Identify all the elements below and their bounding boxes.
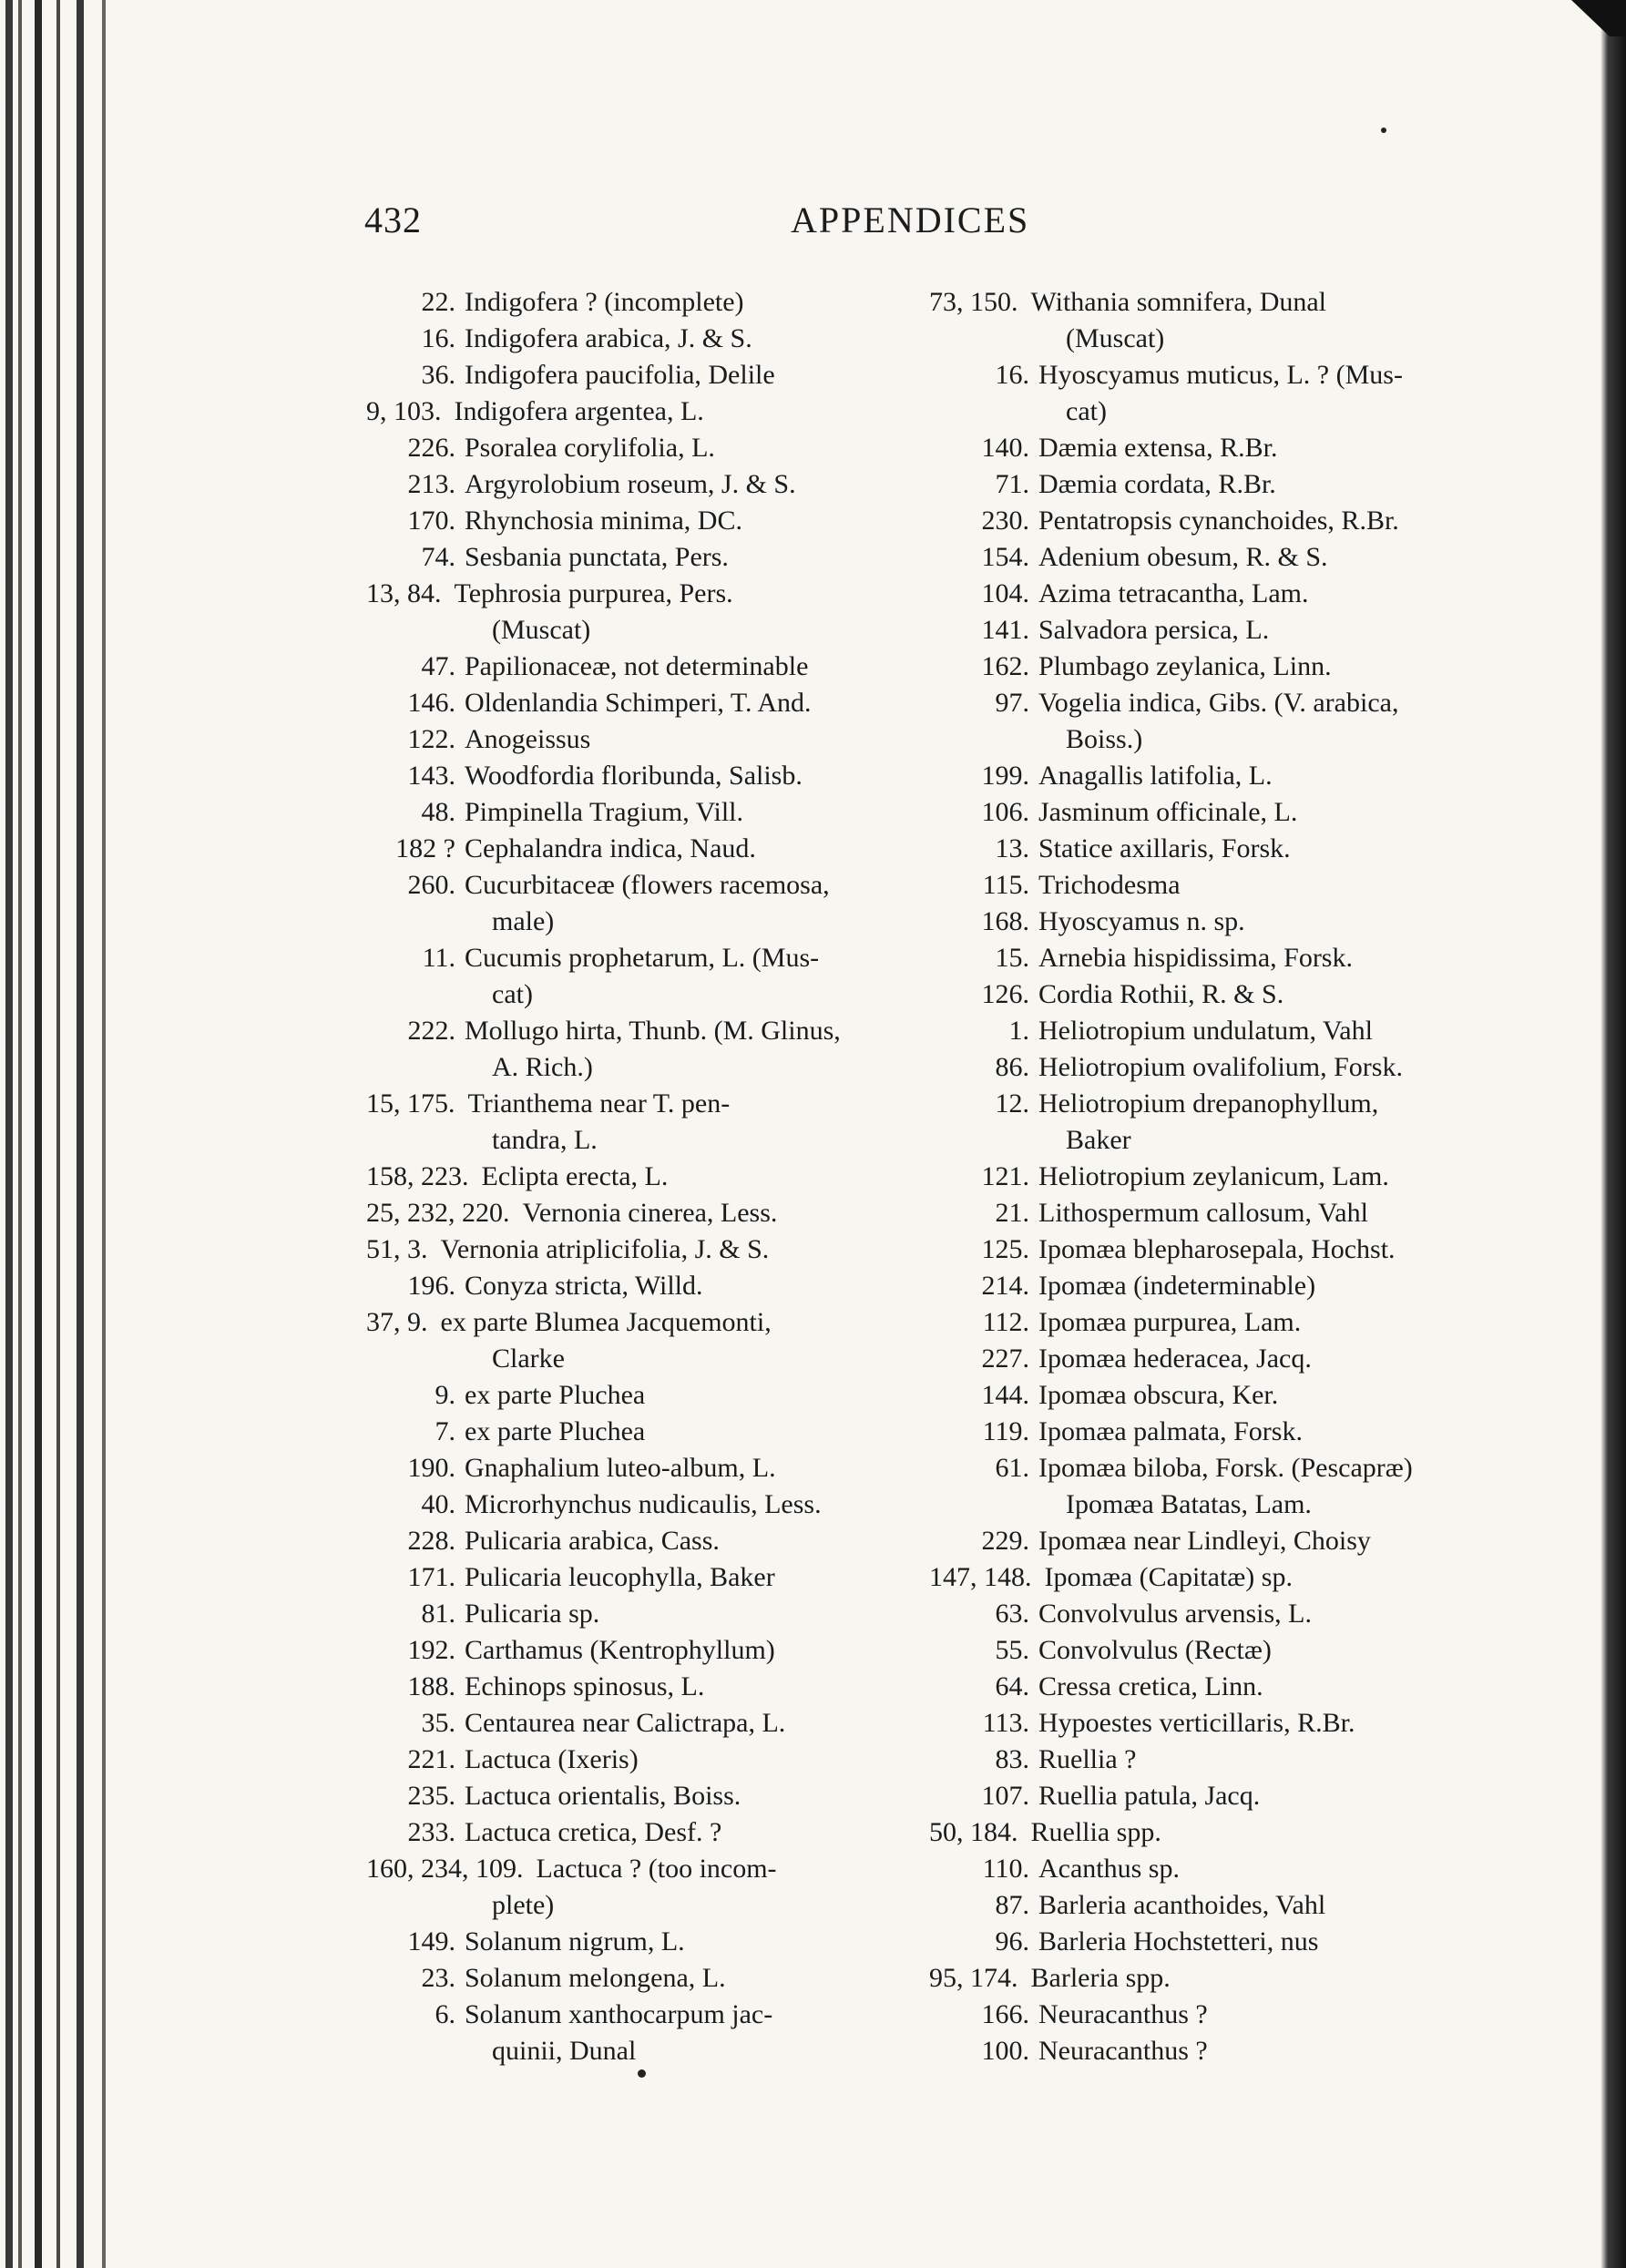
list-item	[366, 1086, 899, 1159]
running-head: APPENDICES	[791, 199, 1030, 240]
species-name: Ruellia spp.	[1030, 1817, 1161, 1847]
species-name: Pentatropsis cynanchoides, R.Br.	[1038, 506, 1399, 536]
list-item	[366, 1742, 899, 1778]
species-name: Ipomæa obscura, Ker.	[1038, 1380, 1279, 1410]
specimen-number: 192.	[407, 1635, 455, 1665]
species-name: Neuracanthus ?	[1038, 1999, 1208, 2029]
specimen-number: 81.	[421, 1599, 455, 1629]
species-name: Oldenlandia Schimperi, T. And.	[465, 688, 812, 718]
species-name: Ruellia patula, Jacq.	[1038, 1781, 1261, 1811]
species-name: Vogelia indica, Gibs. (V. arabica,	[1038, 688, 1399, 718]
specimen-number: 112.	[982, 1307, 1029, 1337]
species-name: Hyoscyamus n. sp.	[1038, 906, 1245, 936]
species-name: Heliotropium ovalifolium, Forsk.	[1038, 1052, 1403, 1082]
list-item	[929, 1341, 1439, 1377]
species-name: Solanum melongena, L.	[465, 1963, 726, 1993]
list-item	[366, 1523, 899, 1559]
list-item	[366, 1669, 899, 1705]
specimen-number: 146.	[407, 688, 455, 718]
specimen-number: 35.	[421, 1708, 455, 1738]
species-name: Argyrolobium roseum, J. & S.	[465, 469, 796, 499]
list-item	[366, 1450, 899, 1486]
specimen-number: 48.	[421, 797, 455, 827]
species-name: Barleria Hochstetteri, nus	[1038, 1926, 1319, 1956]
specimen-number: 6.	[435, 1999, 455, 2029]
species-name: ex parte Pluchea	[465, 1380, 646, 1410]
specimen-number: 87.	[995, 1890, 1029, 1920]
specimen-number: 96.	[995, 1926, 1029, 1956]
specimen-number: 107.	[981, 1781, 1029, 1811]
list-item	[366, 466, 899, 503]
species-name: Pulicaria sp.	[465, 1599, 600, 1629]
page-edge-shadow	[1600, 0, 1626, 2268]
list-item	[366, 1851, 899, 1924]
specimen-number: 23.	[421, 1963, 455, 1993]
list-item	[366, 1960, 899, 1997]
list-item	[929, 1377, 1439, 1414]
specimen-number: 113.	[982, 1708, 1029, 1738]
list-item	[366, 284, 899, 321]
specimen-number: 213.	[407, 469, 455, 499]
specimen-number: 126.	[981, 979, 1029, 1009]
specimen-number: 11.	[422, 943, 455, 973]
specimen-number: 188.	[407, 1671, 455, 1701]
species-name: Ipomæa blepharosepala, Hochst.	[1038, 1234, 1396, 1264]
list-item	[366, 539, 899, 576]
species-name: Ipomæa purpurea, Lam.	[1038, 1307, 1302, 1337]
species-name: Arnebia hispidissima, Forsk.	[1038, 943, 1353, 973]
species-name: Hypoestes verticillaris, R.Br.	[1038, 1708, 1355, 1738]
specimen-number: 196.	[407, 1271, 455, 1301]
species-name-continuation: Boiss.)	[1066, 724, 1143, 754]
species-name: Microrhynchus nudicaulis, Less.	[465, 1489, 822, 1519]
species-name: Ipomæa biloba, Forsk. (Pescapræ)	[1038, 1453, 1413, 1483]
specimen-number: 158, 223.	[366, 1161, 469, 1191]
species-name: Rhynchosia minima, DC.	[465, 506, 742, 536]
list-item	[366, 1924, 899, 1960]
list-item	[929, 976, 1439, 1013]
list-item	[366, 794, 899, 831]
species-name-continuation: tandra, L.	[492, 1125, 598, 1155]
species-name: Tephrosia purpurea, Pers.	[454, 578, 733, 608]
species-name: Psoralea corylifolia, L.	[465, 433, 715, 463]
species-name: Lactuca orientalis, Boiss.	[465, 1781, 741, 1811]
species-name: Lactuca (Ixeris)	[465, 1744, 639, 1774]
list-item	[929, 357, 1439, 430]
species-name: Indigofera argentea, L.	[454, 396, 704, 426]
list-item	[366, 721, 899, 758]
list-item	[929, 758, 1439, 794]
specimen-number: 229.	[981, 1526, 1029, 1556]
species-name: Ipomæa near Lindleyi, Choisy	[1038, 1526, 1371, 1556]
specimen-number: 227.	[981, 1343, 1029, 1374]
species-name: Pulicaria arabica, Cass.	[465, 1526, 720, 1556]
species-name: Trianthema near T. pen-	[467, 1088, 731, 1119]
species-name: Azima tetracantha, Lam.	[1038, 578, 1309, 608]
specimen-number: 222.	[407, 1016, 455, 1046]
species-name: Cucurbitaceæ (flowers racemosa,	[465, 870, 830, 900]
list-item	[929, 1887, 1439, 1924]
species-name: Heliotropium undulatum, Vahl	[1038, 1016, 1373, 1046]
specimen-number: 74.	[421, 542, 455, 572]
list-item	[366, 1013, 899, 1086]
list-item	[366, 576, 899, 649]
specimen-number: 37, 9.	[366, 1307, 428, 1337]
list-item	[929, 1049, 1439, 1086]
species-name: Echinops spinosus, L.	[465, 1671, 705, 1701]
list-item	[366, 831, 899, 867]
species-name: Lactuca ? (too incom-	[536, 1854, 777, 1884]
specimen-number: 71.	[995, 469, 1029, 499]
specimen-number: 86.	[995, 1052, 1029, 1082]
species-name: Adenium obesum, R. & S.	[1038, 542, 1328, 572]
list-item	[366, 1231, 899, 1268]
species-name-continuation: A. Rich.)	[492, 1052, 593, 1082]
list-item	[929, 1523, 1439, 1559]
species-name: Statice axillaris, Forsk.	[1038, 833, 1291, 863]
specimen-number: 166.	[981, 1999, 1029, 2029]
specimen-number: 9, 103.	[366, 396, 442, 426]
specimen-number: 97.	[995, 688, 1029, 718]
specimen-number: 182 ?	[395, 833, 455, 863]
species-name: Pulicaria leucophylla, Baker	[465, 1562, 775, 1592]
list-item	[929, 1669, 1439, 1705]
species-name-continuation: male)	[492, 906, 555, 936]
species-name: Dæmia extensa, R.Br.	[1038, 433, 1278, 463]
species-name-continuation: cat)	[1066, 396, 1107, 426]
specimen-number: 16.	[995, 360, 1029, 390]
list-item	[366, 1304, 899, 1377]
specimen-number: 199.	[981, 761, 1029, 791]
list-item	[929, 1159, 1439, 1195]
list-item	[366, 1159, 899, 1195]
specimen-number: 12.	[995, 1088, 1029, 1119]
species-name: Neuracanthus ?	[1038, 2036, 1208, 2066]
specimen-number: 55.	[995, 1635, 1029, 1665]
list-item	[366, 1268, 899, 1304]
specimen-number: 170.	[407, 506, 455, 536]
specimen-number: 63.	[995, 1599, 1029, 1629]
list-item	[366, 503, 899, 539]
list-item	[929, 867, 1439, 904]
specimen-number: 25, 232, 220.	[366, 1198, 510, 1228]
list-item	[929, 1013, 1439, 1049]
species-name: Convolvulus (Rectæ)	[1038, 1635, 1272, 1665]
species-name: Convolvulus arvensis, L.	[1038, 1599, 1312, 1629]
species-name: Hyoscyamus muticus, L. ? (Mus-	[1038, 360, 1403, 390]
list-item	[929, 1851, 1439, 1887]
left-column-species-list	[366, 284, 899, 2069]
list-item	[366, 685, 899, 721]
page-corner-shadow	[1571, 0, 1626, 36]
specimen-number: 233.	[407, 1817, 455, 1847]
specimen-number: 154.	[981, 542, 1029, 572]
specimen-number: 100.	[981, 2036, 1029, 2066]
species-name: Jasminum officinale, L.	[1038, 797, 1298, 827]
list-item	[929, 1778, 1439, 1814]
specimen-number: 16.	[421, 323, 455, 353]
specimen-number: 106.	[981, 797, 1029, 827]
specimen-number: 104.	[981, 578, 1029, 608]
species-name: Papilionaceæ, not determinable	[465, 651, 809, 681]
specimen-number: 214.	[981, 1271, 1029, 1301]
specimen-number: 15.	[995, 943, 1029, 973]
specimen-number: 162.	[981, 651, 1029, 681]
specimen-number: 1.	[1008, 1016, 1029, 1046]
species-name: Cephalandra indica, Naud.	[465, 833, 756, 863]
species-name: Cressa cretica, Linn.	[1038, 1671, 1263, 1701]
list-item	[929, 1960, 1439, 1997]
specimen-number: 160, 234, 109.	[366, 1854, 524, 1884]
species-name: Indigofera arabica, J. & S.	[465, 323, 752, 353]
specimen-number: 21.	[995, 1198, 1029, 1228]
specimen-number: 144.	[981, 1380, 1029, 1410]
species-name: Solanum xanthocarpum jac-	[465, 1999, 773, 2029]
species-name: Barleria acanthoides, Vahl	[1038, 1890, 1326, 1920]
list-item	[366, 430, 899, 466]
species-name: ex parte Pluchea	[465, 1416, 646, 1446]
page-number: 432	[364, 199, 422, 240]
species-name: Heliotropium zeylanicum, Lam.	[1038, 1161, 1389, 1191]
specimen-number: 7.	[435, 1416, 455, 1446]
species-name-continuation: cat)	[492, 979, 533, 1009]
list-item	[929, 576, 1439, 612]
specimen-number: 122.	[407, 724, 455, 754]
species-name: Eclipta erecta, L.	[481, 1161, 669, 1191]
specimen-number: 50, 184.	[929, 1817, 1018, 1847]
species-name: Plumbago zeylanica, Linn.	[1038, 651, 1332, 681]
species-name-continuation: (Muscat)	[1066, 323, 1165, 353]
species-name: Cucumis prophetarum, L. (Mus-	[465, 943, 820, 973]
list-item	[929, 794, 1439, 831]
specimen-number: 226.	[407, 433, 455, 463]
species-name: Sesbania punctata, Pers.	[465, 542, 729, 572]
specimen-number: 13.	[995, 833, 1029, 863]
list-item	[366, 1778, 899, 1814]
list-item	[929, 1231, 1439, 1268]
species-name: Indigofera paucifolia, Delile	[465, 360, 775, 390]
list-item	[929, 1450, 1439, 1523]
list-item	[929, 430, 1439, 466]
specimen-number: 235.	[407, 1781, 455, 1811]
species-name: Vernonia cinerea, Less.	[522, 1198, 778, 1228]
list-item	[929, 1304, 1439, 1341]
specimen-number: 115.	[982, 870, 1029, 900]
species-name: Ruellia ?	[1038, 1744, 1137, 1774]
list-item	[366, 1997, 899, 2069]
species-name-continuation: Clarke	[492, 1343, 565, 1374]
species-name: Heliotropium drepanophyllum,	[1038, 1088, 1379, 1119]
list-item	[929, 466, 1439, 503]
species-name: Barleria spp.	[1030, 1963, 1171, 1993]
list-item	[929, 284, 1439, 357]
list-item	[929, 539, 1439, 576]
specimen-number: 228.	[407, 1526, 455, 1556]
list-item	[366, 1195, 899, 1231]
list-item	[366, 393, 899, 430]
species-name: Pimpinella Tragium, Vill.	[465, 797, 744, 827]
list-item	[929, 1997, 1439, 2033]
specimen-number: 110.	[982, 1854, 1029, 1884]
species-name: Mollugo hirta, Thunb. (M. Glinus,	[465, 1016, 841, 1046]
ink-speck	[638, 2069, 646, 2078]
specimen-number: 221.	[407, 1744, 455, 1774]
species-name-continuation: Baker	[1066, 1125, 1131, 1155]
list-item	[366, 1814, 899, 1851]
specimen-number: 61.	[995, 1453, 1029, 1483]
list-item	[929, 1814, 1439, 1851]
list-item	[366, 1596, 899, 1632]
specimen-number: 121.	[981, 1161, 1029, 1191]
book-binding-edge	[0, 0, 137, 2268]
list-item	[366, 867, 899, 940]
specimen-number: 15, 175.	[366, 1088, 455, 1119]
list-item	[929, 503, 1439, 539]
specimen-number: 190.	[407, 1453, 455, 1483]
list-item	[366, 357, 899, 393]
specimen-number: 36.	[421, 360, 455, 390]
species-name: Cordia Rothii, R. & S.	[1038, 979, 1284, 1009]
list-item	[929, 612, 1439, 649]
list-item	[929, 2033, 1439, 2069]
species-name: Trichodesma	[1038, 870, 1181, 900]
species-name-continuation: (Muscat)	[492, 615, 591, 645]
species-name: ex parte Blumea Jacquemonti,	[440, 1307, 772, 1337]
specimen-number: 171.	[407, 1562, 455, 1592]
species-name: Lithospermum callosum, Vahl	[1038, 1198, 1368, 1228]
specimen-number: 73, 150.	[929, 287, 1018, 317]
list-item	[366, 1377, 899, 1414]
list-item	[929, 685, 1439, 758]
species-name-continuation: quinii, Dunal	[492, 2036, 637, 2066]
species-name: Conyza stricta, Willd.	[465, 1271, 703, 1301]
list-item	[929, 1705, 1439, 1742]
list-item	[929, 1924, 1439, 1960]
species-name: Indigofera ? (incomplete)	[465, 287, 744, 317]
species-name: Anagallis latifolia, L.	[1038, 761, 1273, 791]
list-item	[929, 1596, 1439, 1632]
list-item	[929, 1559, 1439, 1596]
species-name: Gnaphalium luteo-album, L.	[465, 1453, 776, 1483]
list-item	[366, 1486, 899, 1523]
species-name: Dæmia cordata, R.Br.	[1038, 469, 1276, 499]
specimen-number: 83.	[995, 1744, 1029, 1774]
list-item	[929, 940, 1439, 976]
specimen-number: 9.	[435, 1380, 455, 1410]
species-name: Ipomæa palmata, Forsk.	[1038, 1416, 1303, 1446]
species-name: Lactuca cretica, Desf. ?	[465, 1817, 722, 1847]
list-item	[366, 1559, 899, 1596]
specimen-number: 51, 3.	[366, 1234, 428, 1264]
list-item	[929, 649, 1439, 685]
species-name: Withania somnifera, Dunal	[1030, 287, 1327, 317]
specimen-number: 140.	[981, 433, 1029, 463]
list-item	[366, 1414, 899, 1450]
list-item	[929, 1632, 1439, 1669]
specimen-number: 230.	[981, 506, 1029, 536]
species-name: Anogeissus	[465, 724, 591, 754]
specimen-number: 40.	[421, 1489, 455, 1519]
right-column-species-list	[929, 284, 1439, 2069]
specimen-number: 64.	[995, 1671, 1029, 1701]
species-name: Carthamus (Kentrophyllum)	[465, 1635, 775, 1665]
list-item	[366, 649, 899, 685]
list-item	[366, 1705, 899, 1742]
specimen-number: 141.	[981, 615, 1029, 645]
species-name: Acanthus sp.	[1038, 1854, 1180, 1884]
specimen-number: 22.	[421, 287, 455, 317]
list-item	[929, 1195, 1439, 1231]
species-name: Ipomæa (Capitatæ) sp.	[1044, 1562, 1293, 1592]
species-name: Vernonia atriplicifolia, J. & S.	[440, 1234, 770, 1264]
specimen-number: 95, 174.	[929, 1963, 1018, 1993]
list-item	[366, 758, 899, 794]
species-name: Woodfordia floribunda, Salisb.	[465, 761, 803, 791]
list-item	[929, 904, 1439, 940]
species-name: Salvadora persica, L.	[1038, 615, 1270, 645]
specimen-number: 125.	[981, 1234, 1029, 1264]
specimen-number: 260.	[407, 870, 455, 900]
list-item	[366, 321, 899, 357]
species-name-continuation: plete)	[492, 1890, 555, 1920]
specimen-number: 143.	[407, 761, 455, 791]
species-name: Ipomæa hederacea, Jacq.	[1038, 1343, 1312, 1374]
list-item	[929, 1414, 1439, 1450]
ink-speck	[1381, 128, 1386, 133]
list-item	[366, 940, 899, 1013]
specimen-number: 47.	[421, 651, 455, 681]
specimen-number: 119.	[982, 1416, 1029, 1446]
species-name: Solanum nigrum, L.	[465, 1926, 685, 1956]
specimen-number: 13, 84.	[366, 578, 442, 608]
specimen-number: 149.	[407, 1926, 455, 1956]
list-item	[929, 1742, 1439, 1778]
specimen-number: 147, 148.	[929, 1562, 1032, 1592]
list-item	[929, 1086, 1439, 1159]
species-name: Ipomæa (indeterminable)	[1038, 1271, 1316, 1301]
species-name: Centaurea near Calictrapa, L.	[465, 1708, 786, 1738]
list-item	[366, 1632, 899, 1669]
list-item	[929, 831, 1439, 867]
specimen-number: 168.	[981, 906, 1029, 936]
species-name-continuation: Ipomæa Batatas, Lam.	[1066, 1489, 1312, 1519]
list-item	[929, 1268, 1439, 1304]
